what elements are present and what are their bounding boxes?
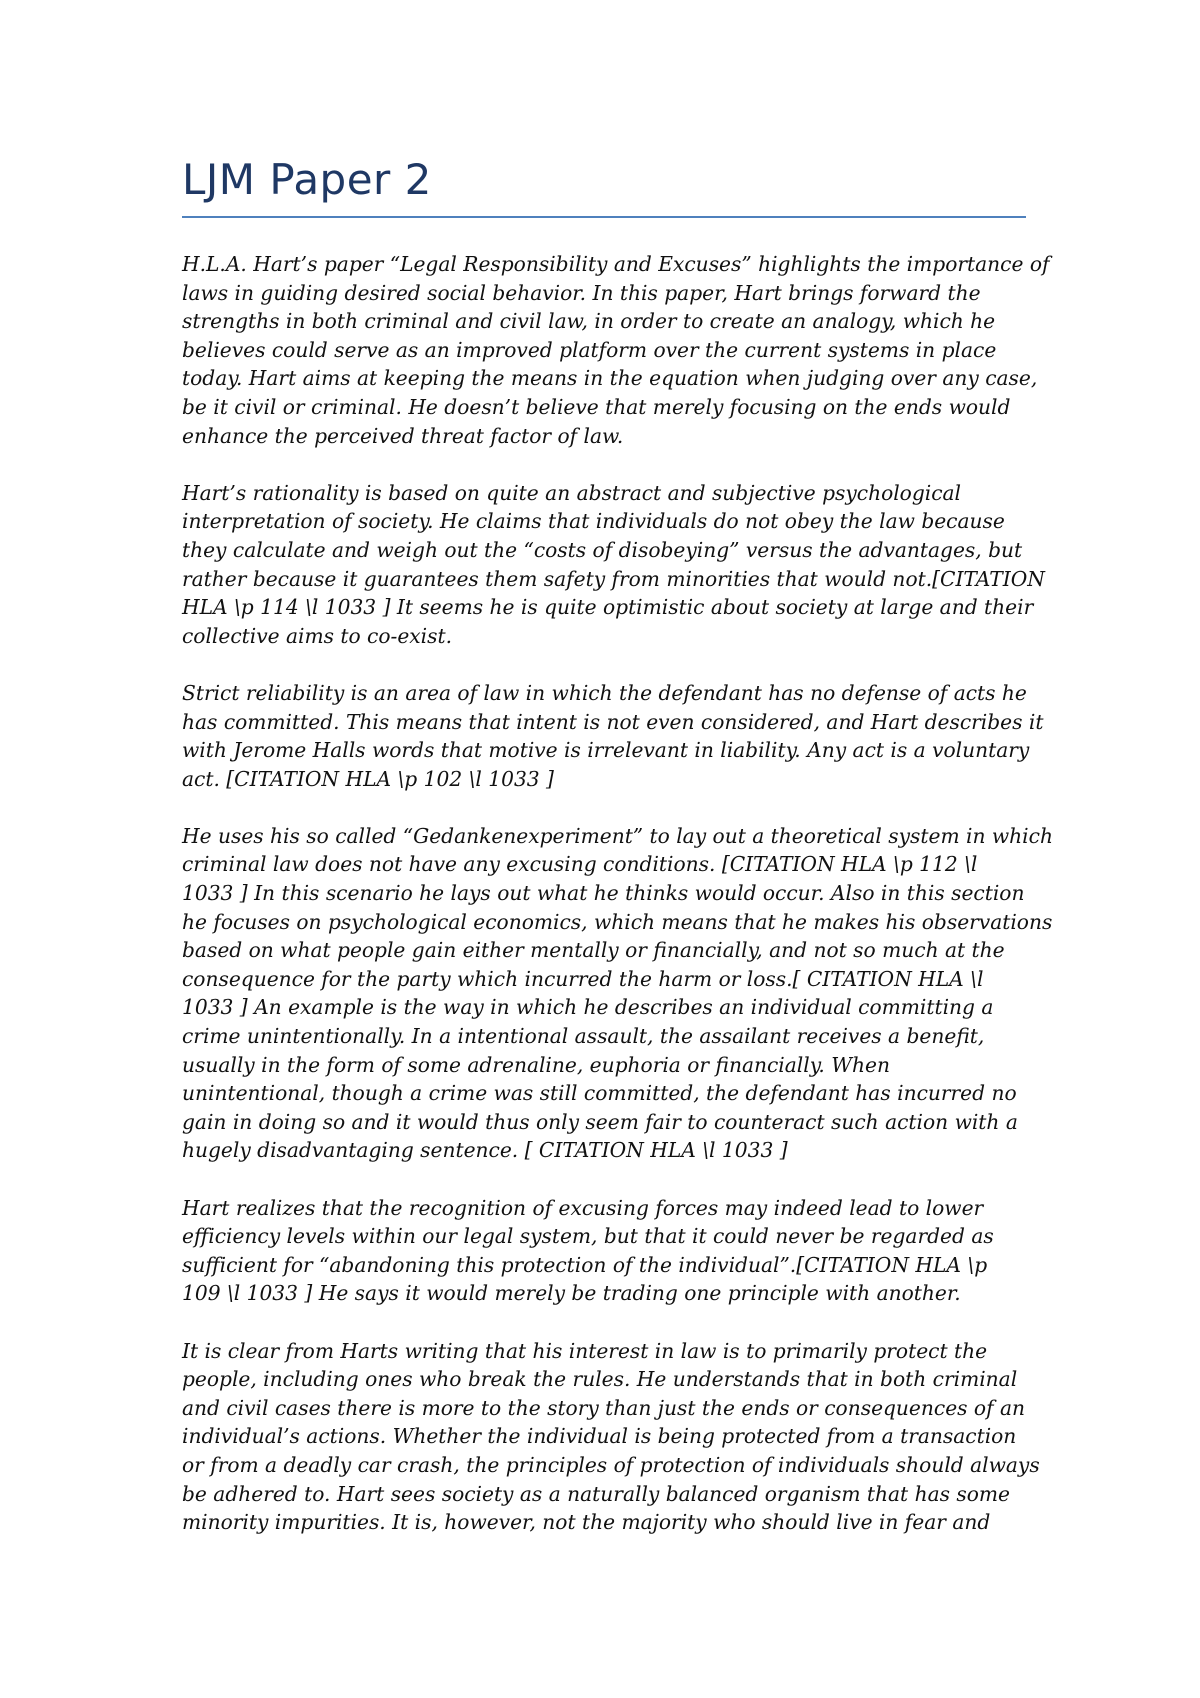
body-paragraph xyxy=(182,1337,1040,1537)
paragraph-line: crime unintentionally. In a intentional assault, the assailant receives a benefit, xyxy=(182,1024,985,1049)
paragraph-line: has committed. This means that intent is not even considered, and Hart describes it xyxy=(182,709,1044,734)
paragraph-line: efficiency levels within our legal system, but that it could never be regarded as xyxy=(182,1224,994,1249)
paragraph-line: based on what people gain either mentally or financially, and not so much at the xyxy=(182,938,1005,963)
paragraph-line: laws in guiding desired social behavior. In this paper, Hart brings forward the xyxy=(182,280,981,305)
paragraph-line: hugely disadvantaging sentence. [ CITATION HLA \l 1033 ] xyxy=(182,1138,788,1163)
paragraph-line: collective aims to co-exist. xyxy=(182,623,453,648)
paragraph-line: 1033 ] In this scenario he lays out what he thinks would occur. Also in this section xyxy=(182,881,1025,906)
paragraph-line: be adhered to. Hart sees society as a naturally balanced organism that has some xyxy=(182,1481,1011,1506)
body-paragraph xyxy=(182,822,1053,1165)
paragraph-line: and civil cases there is more to the story than just the ends or consequences of an xyxy=(182,1395,1025,1420)
paragraph-line: Hart’s rationality is based on quite an abstract and subjective psychological xyxy=(182,480,962,505)
paragraph-line: today. Hart aims at keeping the means in the equation when judging over any case, xyxy=(182,366,1038,391)
paragraph-line: HLA \p 114 \l 1033 ] It seems he is quite optimistic about society at large and their xyxy=(182,595,1034,620)
paragraph-line: they calculate and weigh out the “costs of disobeying” versus the advantages, but xyxy=(182,537,1023,562)
paragraph-line: H.L.A. Hart’s paper “Legal Responsibility and Excuses” highlights the importance of xyxy=(182,252,1050,276)
paragraph-line: believes could serve as an improved platform over the current systems in place xyxy=(182,337,997,362)
paragraph-line: strengths in both criminal and civil law, in order to create an analogy, which he xyxy=(182,309,996,334)
paragraph-line: rather because it guarantees them safety from minorities that would not.[CITATION xyxy=(182,566,1045,591)
paragraph-line: Strict reliability is an area of law in which the defendant has no defense of acts he xyxy=(182,680,1027,705)
paragraph-line: minority impurities. It is, however, not the majority who should live in fear and xyxy=(182,1510,991,1535)
document-body xyxy=(182,250,1053,1565)
paragraph-line: Hart realizes that the recognition of excusing forces may indeed lead to lower xyxy=(182,1195,984,1220)
paragraph-line: he focuses on psychological economics, which means that he makes his observations xyxy=(182,909,1053,934)
paragraph-line: He uses his so called “Gedankenexperiment” to lay out a theoretical system in which xyxy=(182,823,1053,848)
paragraph-line: criminal law does not have any excusing conditions. [CITATION HLA \p 112 \l xyxy=(182,852,978,877)
paragraph-line: gain in doing so and it would thus only seem fair to counteract such action with a xyxy=(182,1109,1018,1134)
paragraph-line: consequence for the party which incurred the harm or loss.[ CITATION HLA \l xyxy=(182,966,984,991)
paragraph-line: enhance the perceived threat factor of law. xyxy=(182,423,624,448)
document-title: LJM Paper 2 xyxy=(182,155,432,204)
paragraph-line: with Jerome Halls words that motive is irrelevant in liability. Any act is a voluntary xyxy=(182,738,1030,763)
title-underline-rule xyxy=(182,216,1026,218)
body-paragraph xyxy=(182,1194,1028,1308)
paragraph-line: act. [CITATION HLA \p 102 \l 1033 ] xyxy=(182,766,554,791)
paragraph-line: unintentional, though a crime was still committed, the defendant has incurred no xyxy=(182,1081,1017,1106)
paragraph-line: usually in the form of some adrenaline, euphoria or financially. When xyxy=(182,1052,890,1077)
paragraph-line: It is clear from Harts writing that his interest in law is to primarily protect the xyxy=(182,1338,988,1363)
body-paragraph xyxy=(182,250,1050,450)
paragraph-line: 109 \l 1033 ] He says it would merely be trading one principle with another. xyxy=(182,1281,961,1306)
paragraph-line: sufficient for “abandoning this protection of the individual”.[CITATION HLA \p xyxy=(182,1252,988,1277)
body-paragraph xyxy=(182,479,1045,651)
paragraph-line: individual’s actions. Whether the individual is being protected from a transaction xyxy=(182,1424,1017,1449)
paragraph-line: people, including ones who break the rules. He understands that in both criminal xyxy=(182,1367,1018,1392)
paragraph-line: 1033 ] An example is the way in which he describes an individual committing a xyxy=(182,995,994,1020)
paragraph-line: be it civil or criminal. He doesn’t believe that merely focusing on the ends would xyxy=(182,394,1011,419)
paragraph-line: interpretation of society. He claims that individuals do not obey the law because xyxy=(182,509,1005,534)
paragraph-line: or from a deadly car crash, the principles of protection of individuals should always xyxy=(182,1452,1040,1477)
body-paragraph xyxy=(182,679,1044,793)
